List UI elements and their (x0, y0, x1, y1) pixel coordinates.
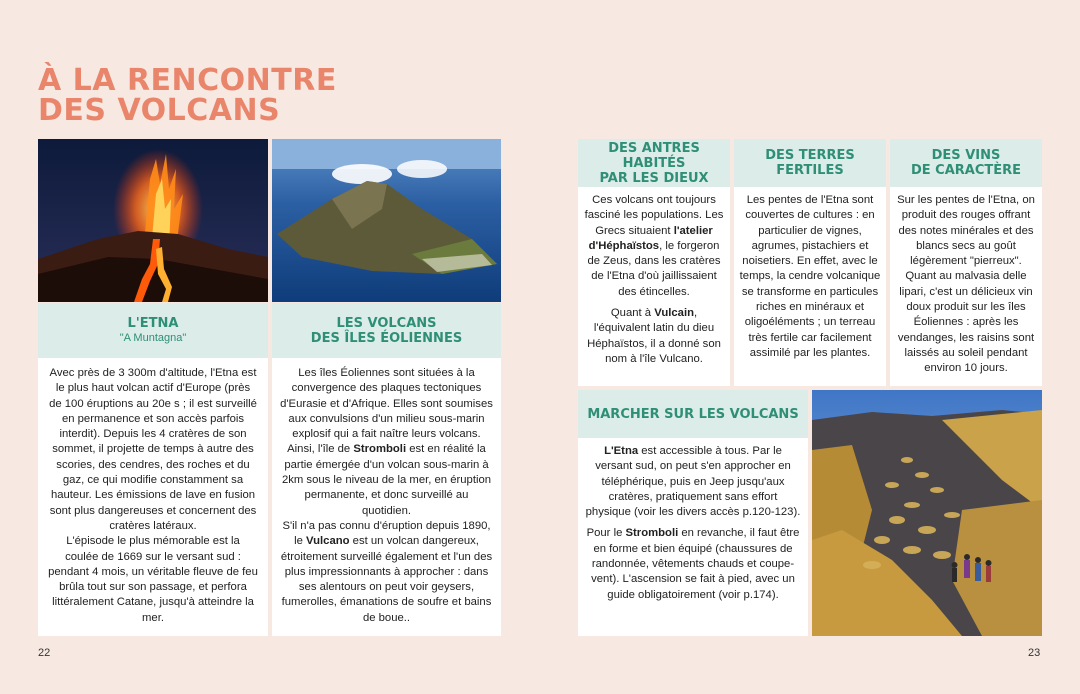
title-line-2: DES VOLCANS (38, 93, 281, 128)
antres-heading-line-1: DES ANTRES HABITÉS (608, 140, 700, 171)
terres-text (739, 193, 881, 361)
vins-heading-box (890, 139, 1042, 187)
title-line-1: À LA RENCONTRE (38, 63, 337, 98)
eoliennes-heading-line-2: DES ÎLES ÉOLIENNES (310, 330, 463, 346)
marcher-heading: MARCHER SUR LES VOLCANS (587, 406, 799, 422)
eoliennes-heading-box (272, 303, 501, 358)
terres-heading-box (734, 139, 886, 187)
marcher-text (585, 444, 801, 603)
marcher-paragraph-2: Pour le Stromboli en revanche, il faut être en forme et bien équipé (chaussures de randonnée, vêtements chauds et coupe-vent). L'ascension se fait à pied, avec un guide obligatoirement (voir p.174). (586, 527, 800, 601)
terres-heading-line-1: DES TERRES (765, 148, 855, 163)
hikers-etna-photo (812, 390, 1042, 636)
vins-heading-line-1: DES VINS (931, 148, 1001, 163)
eoliennes-paragraph-1: Les îles Éoliennes sont situées à la convergence des plaques tectoniques d'Eurasie et d'Afrique. Elles sont soumises aux convulsions d'un milieu sous-marin explosif qui a fait naître leurs volcans. Ainsi, l'île de Stromboli est en réalité la partie émergée d'un volcan sous-marin à 2km sous le niveau de la mer, en éruption permanente, et donc surveillé au quotidien. (280, 367, 493, 517)
etna-heading-box (38, 303, 268, 358)
stromboli-bold: Stromboli (353, 443, 407, 456)
antres-text (583, 193, 725, 367)
vulcano-bold: Vulcano (306, 535, 350, 548)
marcher-heading-box (578, 390, 808, 438)
antres-paragraph-2: Quant à Vulcain, l'équivalent latin du dieu Héphaïstos, il a donné son nom à l'île Vulcano. (587, 307, 721, 365)
vulcain-bold: Vulcain (654, 307, 694, 320)
etna-paragraph-2: L'épisode le plus mémorable est la coulée de 1669 sur le versant sud : pendant 4 mois, un véritable fleuve de feu brûla tout sur son passage, et perfora littéralement Catane, jusqu'à atteindre la mer. (48, 535, 258, 624)
antres-heading-line-2: PAR LES DIEUX (599, 170, 709, 186)
stromboli-island-photo (272, 139, 501, 302)
eoliennes-text (280, 366, 493, 626)
eoliennes-paragraph-2: S'il n'a pas connu d'éruption depuis 1890, le Vulcano est un volcan dangereux, étroitement surveillé également et l'un des plus impressionnants à approcher : dans ses alentours on peut voir geysers, fumerolles, émanations de soufre et bains de boue.. (280, 519, 493, 624)
hephaistos-bold: l'atelier d'Héphaïstos (588, 224, 713, 252)
volcano-eruption-photo (38, 139, 268, 302)
vins-heading-line-2: DE CARACTÈRE (910, 163, 1022, 178)
etna-bold: L'Etna (604, 445, 639, 457)
terres-heading-line-2: FERTILES (776, 163, 844, 178)
vins-text (895, 193, 1037, 377)
vins-paragraph: Sur les pentes de l'Etna, on produit des rouges offrant des notes minérales et des blancs secs au goût légèrement "pierreux". Quant au malvasia delle lipari, c'est un délicieux vin doux produit sur les îles Éoliennes : après les vendanges, les raisins sont laissés au soleil pendant environ 10 jours. (897, 194, 1035, 375)
antres-paragraph-1: Ces volcans ont toujours fasciné les populations. Les Grecs situaient l'atelier d'Héphaïstos, le forgeron de Zeus, dans les cratères de l'Etna d'où jaillissaient des étincelles. (584, 194, 724, 298)
terres-paragraph: Les pentes de l'Etna sont couvertes de cultures : en particulier de vignes, agrumes, pistachiers et noisetiers. En effet, avec le temps, la cendre volcanique se transforme en particules riches en minéraux et oligoéléments ; un terreau très fertile car facilement assimilé par les plantes. (739, 194, 881, 359)
etna-subheading: "A Muntagna" (119, 331, 187, 344)
etna-heading: L'ETNA (127, 315, 179, 331)
antres-heading-box (578, 139, 730, 187)
page-number-left: 22 (38, 647, 51, 659)
etna-paragraph-1: Avec près de 3 300m d'altitude, l'Etna est le plus haut volcan actif d'Europe (près de 100 éruptions au 20e s ; il est surveillé en permanence et son accès parfois interdit). Depuis les 4 cratères de son sommet, il projette de temps à autre des scories, des cendres, des roches et du gaz, ce qui modifie constamment sa hauteur. Les émissions de lave en fusion sont plus dangereuses et concernent des cratères latéraux. (49, 367, 257, 532)
marcher-paragraph-1: L'Etna est accessible à tous. Par le versant sud, on peut s'en approcher en téléphérique, puis en Jeep jusqu'aux cratères, pratiquement sans effort physique (voir les divers accès p.120-123). (585, 445, 801, 519)
etna-text (48, 366, 258, 626)
page-title (38, 63, 337, 128)
page-number-right: 23 (1028, 647, 1041, 659)
stromboli-bold-2: Stromboli (625, 527, 679, 540)
eoliennes-heading-line-1: LES VOLCANS (336, 315, 437, 331)
